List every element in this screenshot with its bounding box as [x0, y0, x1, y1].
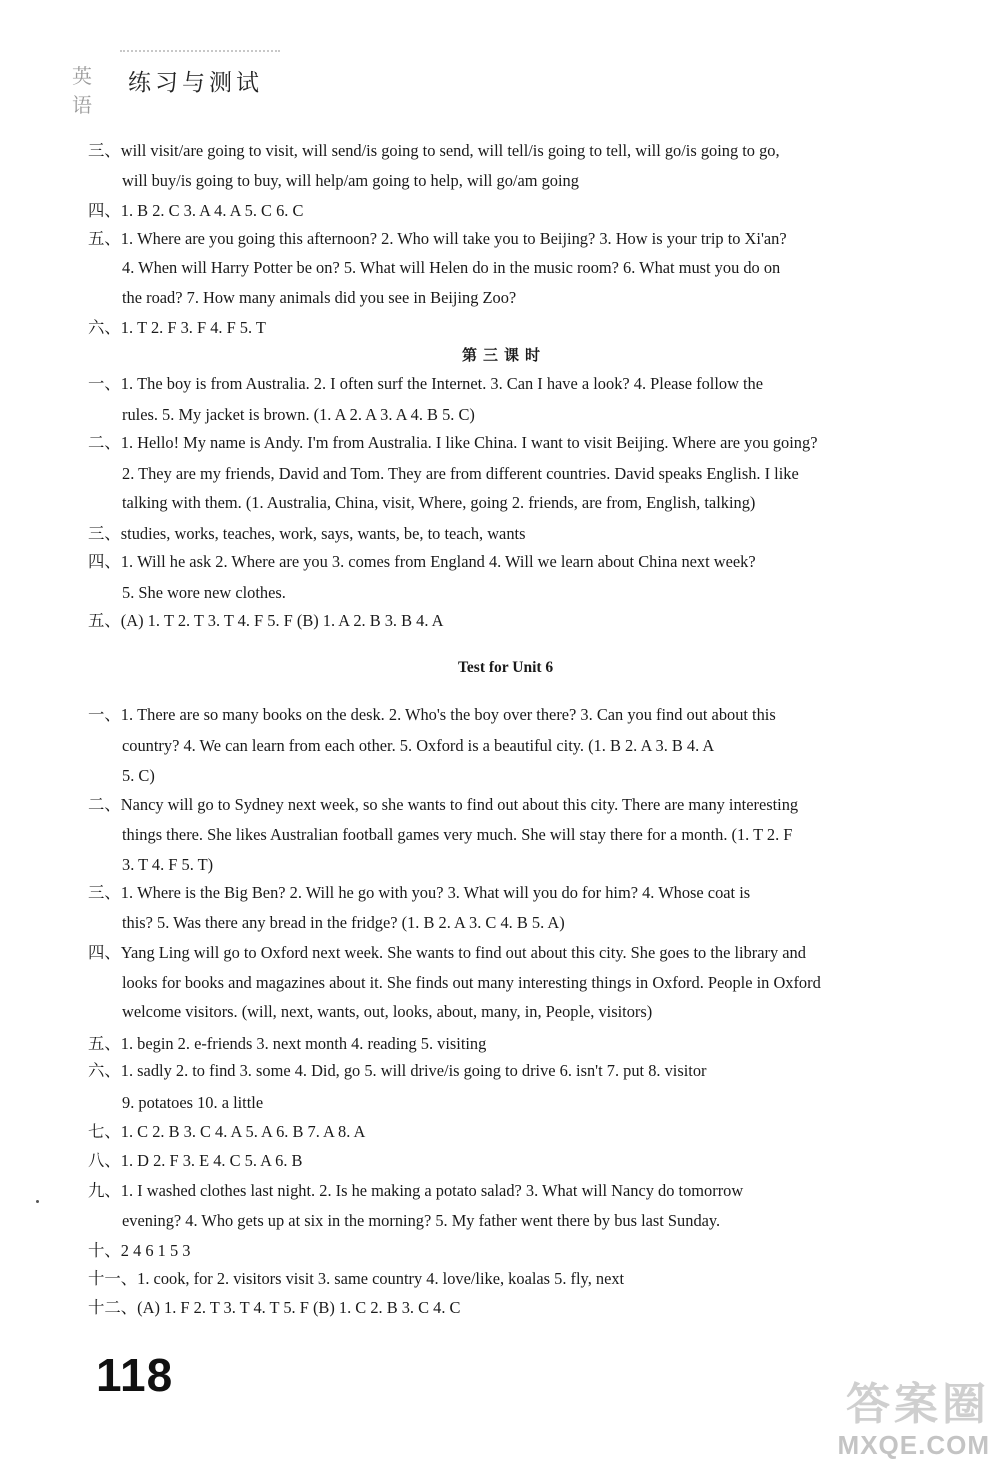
answer-line: 5. She wore new clothes.	[122, 583, 286, 602]
watermark-url: MXQE.COM	[837, 1430, 990, 1460]
answer-line: 十、2 4 6 1 5 3	[88, 1241, 191, 1260]
watermark-logo: 答案圈	[846, 1379, 990, 1430]
answer-line: 五、1. begin 2. e-friends 3. next month 4. reading 5. visiting	[88, 1034, 487, 1053]
answer-line: 一、1. There are so many books on the desk. 2. Who's the boy over there? 3. Can you find out about this	[88, 705, 776, 724]
answer-line: 二、Nancy will go to Sydney next week, so she wants to find out about this city. There are many interesting	[88, 795, 799, 814]
answer-line: 四、Yang Ling will go to Oxford next week. She wants to find out about this city. She goes to the library and	[88, 943, 806, 962]
answer-line: 四、1. B 2. C 3. A 4. A 5. C 6. C	[88, 201, 304, 220]
page-number: 118	[96, 1349, 174, 1401]
answer-line: will buy/is going to buy, will help/am going to help, will go/am going	[122, 171, 579, 190]
header-dotted-rule	[120, 50, 280, 52]
answer-line: 二、1. Hello! My name is Andy. I'm from Australia. I like China. I want to visit Beijing. Where are you going?	[88, 433, 818, 452]
answer-line: rules. 5. My jacket is brown. (1. A 2. A 3. A 4. B 5. C)	[122, 405, 475, 424]
answer-line: 九、1. I washed clothes last night. 2. Is he making a potato salad? 3. What will Nancy do tomorrow	[88, 1181, 744, 1200]
section-heading-lesson-3: 第三课时	[462, 348, 547, 364]
answer-line: 四、1. Will he ask 2. Where are you 3. comes from England 4. Will we learn about China next week?	[88, 552, 756, 571]
answer-line: 五、(A) 1. T 2. T 3. T 4. F 5. F (B) 1. A 2. B 3. B 4. A	[88, 611, 444, 630]
answer-line: things there. She likes Australian football games very much. She will stay there for a month. (1. T 2. F	[122, 825, 793, 844]
answer-line: 十二、(A) 1. F 2. T 3. T 4. T 5. F (B) 1. C 2. B 3. C 4. C	[88, 1298, 461, 1317]
answer-line: 六、1. T 2. F 3. F 4. F 5. T	[88, 318, 266, 337]
answer-line: talking with them. (1. Australia, China, visit, Where, going 2. friends, are from, English, talking)	[122, 493, 756, 512]
answer-line: 4. When will Harry Potter be on? 5. What will Helen do in the music room? 6. What must you do on	[122, 258, 781, 277]
answer-line: this? 5. Was there any bread in the fridge? (1. B 2. A 3. C 4. B 5. A)	[122, 913, 565, 932]
answer-line: 一、1. The boy is from Australia. 2. I often surf the Internet. 3. Can I have a look? 4. Please follow the	[88, 374, 764, 393]
answer-line: 三、will visit/are going to visit, will send/is going to send, will tell/is going to tell, will go/is going to go,	[88, 141, 780, 160]
answer-line: the road? 7. How many animals did you see in Beijing Zoo?	[122, 288, 517, 307]
answer-line: 十一、1. cook, for 2. visitors visit 3. same country 4. love/like, koalas 5. fly, next	[88, 1269, 625, 1288]
stray-mark	[36, 1200, 39, 1203]
answer-line: 三、studies, works, teaches, work, says, wants, be, to teach, wants	[88, 524, 526, 543]
answer-line: country? 4. We can learn from each other. 5. Oxford is a beautiful city. (1. B 2. A 3. B 4. A	[122, 736, 715, 755]
answer-line: 六、1. sadly 2. to find 3. some 4. Did, go 5. will drive/is going to drive 6. isn't 7. put 8. visitor	[88, 1061, 707, 1080]
answer-line: welcome visitors. (will, next, wants, out, looks, about, many, in, People, visitors)	[122, 1002, 653, 1021]
answer-line: 七、1. C 2. B 3. C 4. A 5. A 6. B 7. A 8. A	[88, 1122, 366, 1141]
section-heading-test-unit-6: Test for Unit 6	[458, 659, 554, 676]
answer-line: 三、1. Where is the Big Ben? 2. Will he go with you? 3. What will you do for him? 4. Whose coat is	[88, 883, 751, 902]
answer-line: 3. T 4. F 5. T)	[122, 855, 214, 874]
subject-label: 英语	[72, 64, 93, 117]
watermark	[838, 1380, 990, 1460]
answer-line: evening? 4. Who gets up at six in the morning? 5. My father went there by bus last Sunday.	[122, 1211, 721, 1230]
answer-line: 5. C)	[122, 766, 155, 785]
answer-line: 9. potatoes 10. a little	[122, 1093, 264, 1112]
answer-line: 2. They are my friends, David and Tom. They are from different countries. David speaks English. I like	[122, 464, 799, 483]
book-title: 练习与测试	[128, 70, 263, 96]
answer-line: looks for books and magazines about it. She finds out many interesting things in Oxford. People in Oxford	[122, 973, 821, 992]
answer-line: 八、1. D 2. F 3. E 4. C 5. A 6. B	[88, 1151, 303, 1170]
answer-line: 五、1. Where are you going this afternoon? 2. Who will take you to Beijing? 3. How is your trip to Xi'an?	[88, 229, 787, 248]
